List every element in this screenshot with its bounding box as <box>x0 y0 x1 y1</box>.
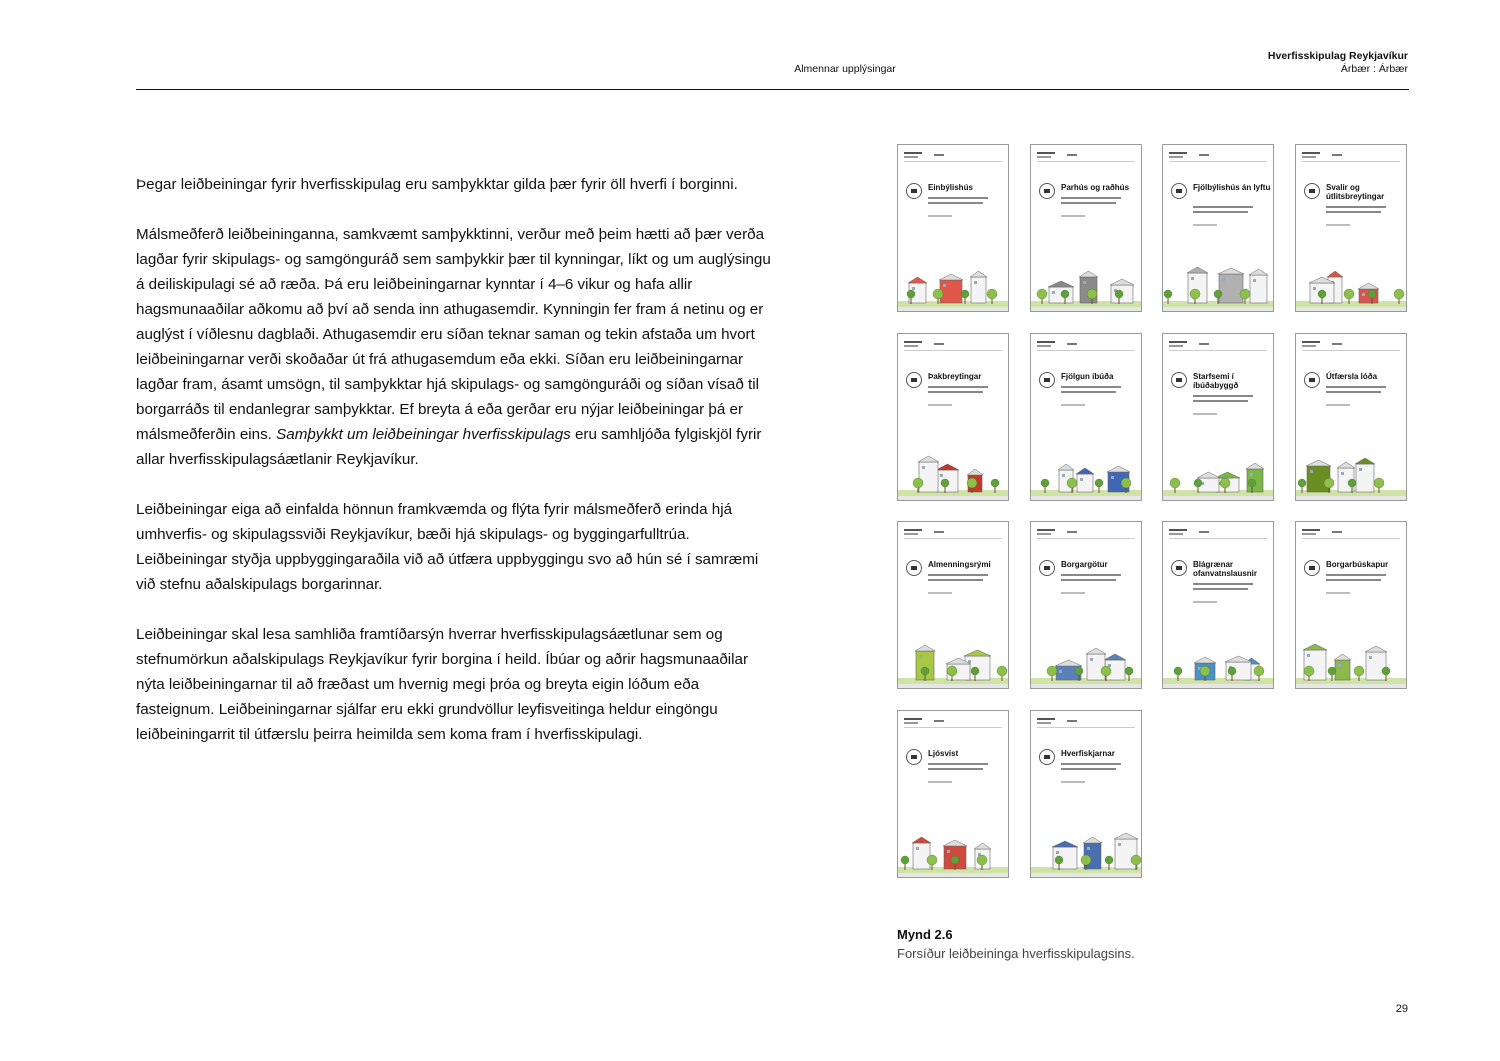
cover-decoration <box>1067 531 1077 533</box>
cover-subtitle-line <box>928 574 988 576</box>
cover-subtitle-line <box>1061 579 1116 581</box>
cover-title: Borgarbúskapur <box>1326 560 1389 569</box>
cover-decoration <box>1302 533 1316 535</box>
reykjavik-logo-icon <box>1171 560 1187 576</box>
cover-illustration <box>898 452 1009 500</box>
reykjavik-logo-icon <box>1039 183 1055 199</box>
cover-decoration <box>904 718 922 720</box>
header-title: Hverfisskipulag Reykjavíkur <box>1267 50 1408 62</box>
cover-subtitle-line <box>928 202 983 204</box>
cover-decoration <box>1302 345 1316 347</box>
cover-subtitle-line <box>1061 574 1121 576</box>
cover-decoration <box>1169 533 1183 535</box>
paragraph-2 <box>136 222 776 472</box>
cover-subtitle-line <box>1061 763 1121 765</box>
cover-subtitle-line <box>928 768 983 770</box>
cover-decoration <box>1332 531 1342 533</box>
cover-subtitle-line <box>1326 211 1381 213</box>
cover-subtitle-line <box>928 386 988 388</box>
figure-label: Mynd 2.6 <box>897 927 953 942</box>
cover-subtitle-line <box>1061 215 1085 217</box>
cover-illustration <box>1163 640 1274 688</box>
cover-illustration <box>1031 452 1142 500</box>
cover-decoration <box>904 345 918 347</box>
cover-subtitle-line <box>928 781 952 783</box>
reykjavik-logo-icon <box>1304 560 1320 576</box>
cover-illustration <box>898 829 1009 877</box>
cover-decoration <box>1169 350 1267 351</box>
reykjavik-logo-icon <box>1171 372 1187 388</box>
guideline-cover <box>897 521 1009 689</box>
reykjavik-logo-icon <box>1039 560 1055 576</box>
reykjavik-logo-icon <box>906 749 922 765</box>
cover-decoration <box>1037 341 1055 343</box>
cover-subtitle-line <box>1061 768 1116 770</box>
guideline-cover <box>1030 710 1142 878</box>
cover-illustration <box>1163 452 1274 500</box>
cover-decoration <box>904 727 1002 728</box>
header-rule <box>136 89 1409 90</box>
reykjavik-logo-icon <box>1039 372 1055 388</box>
cover-subtitle-line <box>1193 400 1248 402</box>
cover-decoration <box>1169 345 1183 347</box>
cover-subtitle-line <box>1061 386 1121 388</box>
paragraph-4: Leiðbeiningar skal lesa samhliða framtíðarsýn hverrar hverfisskipulagsáætlunar sem og stefnumörkun aðalskipulags Reykjavíkur fyrir borgina í heild. Íbúar og aðrir hagsmunaaðilar nýta leiðbeiningarnar til að fræðast um hvernig megi þróa og breyta eigin lóðum eða fasteignum. Leiðbeiningarnar sjálfar eru ekki grundvöllur leyfisveitinga heldur eingöngu leiðbeiningarrit til útfærslu þeirra heimilda sem koma fram í hverfisskipulagi. <box>136 626 749 743</box>
paragraph-2-part-a: Málsmeðferð leiðbeininganna, samkvæmt samþykktinni, verður með þeim hætti að þær verða lagðar fyrir skipulags- og samgönguráð sem samþykkir þær til kynningar, líkt og um auglýsingu á deiliskipulagi sé að ræða. Þá eru leiðbeiningarnar kynntar í 4–6 vikur og hafa allir hagsmunaaðilar aðkomu að því að senda inn athugasemdir. Kynningin fer fram á netinu og er auglýst í víðlesnu dagblaði. Athugasemdir eru síðan teknar saman og tekin afstaða um hvort leiðbeiningarnar verði skoðaðar út frá athugasemdum eða ekki. Síðan eru leiðbeiningarnar lagðar fram, ásamt umsögn, til samþykktar hjá skipulags- og samgönguráði og síðan vísað til borgarráðs til endanlegrar samþykktar. Ef breyta á eða gerðar eru nýjar leiðbeiningar þá er málsmeðferðin eins. <box>136 226 771 443</box>
cover-decoration <box>1302 350 1400 351</box>
cover-title: Blágrænar ofanvatnslausnir <box>1193 560 1258 578</box>
cover-decoration <box>1037 533 1051 535</box>
cover-decoration <box>1332 343 1342 345</box>
cover-subtitle-line <box>1193 588 1248 590</box>
cover-illustration <box>1163 263 1274 311</box>
cover-decoration <box>1169 529 1187 531</box>
cover-title: Ljósvist <box>928 749 959 758</box>
paragraph-2-part-b: eru samhljóða fylgiskjöl fyrir allar hverfisskipulagsáætlanir Reykjavíkur. <box>136 426 762 468</box>
reykjavik-logo-icon <box>1039 749 1055 765</box>
cover-decoration <box>1037 727 1135 728</box>
guideline-cover <box>1295 144 1407 312</box>
cover-decoration <box>904 722 918 724</box>
guideline-cover <box>1162 144 1274 312</box>
cover-subtitle-line <box>1326 206 1386 208</box>
guideline-cover <box>1295 333 1407 501</box>
cover-subtitle-line <box>928 579 983 581</box>
figure-caption: Forsíður leiðbeininga hverfisskipulagsins. <box>897 946 1135 961</box>
cover-decoration <box>1037 152 1055 154</box>
cover-decoration <box>1067 343 1077 345</box>
cover-subtitle-line <box>1326 592 1350 594</box>
cover-subtitle-line <box>1326 386 1386 388</box>
cover-title: Útfærsla lóða <box>1326 372 1378 381</box>
guideline-cover <box>1295 521 1407 689</box>
cover-title: Almenningsrými <box>928 560 991 569</box>
cover-subtitle-line <box>1193 413 1217 415</box>
cover-decoration <box>904 156 918 158</box>
cover-subtitle-line <box>928 592 952 594</box>
reykjavik-logo-icon <box>906 560 922 576</box>
cover-decoration <box>904 161 1002 162</box>
cover-decoration <box>1302 156 1316 158</box>
guideline-cover <box>1162 521 1274 689</box>
cover-subtitle-line <box>1193 224 1217 226</box>
cover-decoration <box>904 350 1002 351</box>
header-doc-title <box>1268 50 1408 76</box>
header-subtitle: Árbær : Árbær <box>1340 63 1408 75</box>
guideline-cover <box>1030 333 1142 501</box>
cover-title: Svalir og útlitsbreytingar <box>1326 183 1385 201</box>
cover-decoration <box>1037 350 1135 351</box>
body-text <box>136 172 776 772</box>
cover-decoration <box>934 531 944 533</box>
cover-decoration <box>1037 529 1055 531</box>
cover-illustration <box>1031 263 1142 311</box>
paragraph-1: Þegar leiðbeiningar fyrir hverfisskipulag eru samþykktar gilda þær fyrir öll hverfi í borginni. <box>136 176 738 193</box>
cover-decoration <box>1037 538 1135 539</box>
cover-title: Fjölbýlishús án lyftu <box>1193 183 1271 192</box>
cover-subtitle-line <box>1326 574 1386 576</box>
cover-subtitle-line <box>928 197 988 199</box>
cover-grid <box>897 144 1409 880</box>
reykjavik-logo-icon <box>906 372 922 388</box>
paragraph-2-italic: Samþykkt um leiðbeiningar hverfisskipulags <box>276 426 571 443</box>
cover-decoration <box>904 341 922 343</box>
reykjavik-logo-icon <box>1304 372 1320 388</box>
cover-decoration <box>1302 529 1320 531</box>
guideline-cover <box>897 710 1009 878</box>
cover-illustration <box>1296 263 1407 311</box>
guideline-cover <box>1030 521 1142 689</box>
cover-subtitle-line <box>1193 211 1248 213</box>
cover-decoration <box>1169 538 1267 539</box>
cover-title: Þakbreytingar <box>928 372 982 381</box>
cover-subtitle-line <box>1061 391 1116 393</box>
cover-decoration <box>1199 154 1209 156</box>
cover-subtitle-line <box>1326 404 1350 406</box>
cover-subtitle-line <box>1061 197 1121 199</box>
cover-decoration <box>1037 722 1051 724</box>
cover-subtitle-line <box>1061 592 1085 594</box>
reykjavik-logo-icon <box>1304 183 1320 199</box>
cover-illustration <box>1031 829 1142 877</box>
cover-subtitle-line <box>1061 781 1085 783</box>
cover-decoration <box>1067 720 1077 722</box>
cover-decoration <box>1037 345 1051 347</box>
cover-title: Borgargötur <box>1061 560 1108 569</box>
cover-subtitle-line <box>1326 224 1350 226</box>
cover-subtitle-line <box>928 763 988 765</box>
cover-decoration <box>904 538 1002 539</box>
cover-decoration <box>1302 341 1320 343</box>
cover-decoration <box>1169 156 1183 158</box>
cover-title: Einbýlishús <box>928 183 973 192</box>
cover-decoration <box>1302 538 1400 539</box>
cover-subtitle-line <box>928 215 952 217</box>
cover-illustration <box>898 640 1009 688</box>
cover-decoration <box>1199 531 1209 533</box>
cover-subtitle-line <box>1061 202 1116 204</box>
cover-subtitle-line <box>1193 206 1253 208</box>
cover-subtitle-line <box>1326 579 1381 581</box>
cover-decoration <box>934 154 944 156</box>
cover-decoration <box>904 533 918 535</box>
header-section: Almennar upplýsingar <box>794 63 896 75</box>
reykjavik-logo-icon <box>1171 183 1187 199</box>
guideline-cover <box>1162 333 1274 501</box>
cover-decoration <box>1169 161 1267 162</box>
guideline-cover <box>897 144 1009 312</box>
cover-illustration <box>1031 640 1142 688</box>
cover-subtitle-line <box>1061 404 1085 406</box>
cover-subtitle-line <box>1193 601 1217 603</box>
cover-decoration <box>1199 343 1209 345</box>
cover-decoration <box>1169 341 1187 343</box>
cover-decoration <box>1067 154 1077 156</box>
cover-decoration <box>1302 161 1400 162</box>
cover-decoration <box>1037 161 1135 162</box>
cover-subtitle-line <box>1193 583 1253 585</box>
cover-decoration <box>904 152 922 154</box>
page-number: 29 <box>1395 1003 1408 1015</box>
cover-decoration <box>1332 154 1342 156</box>
cover-decoration <box>934 720 944 722</box>
cover-title: Fjölgun íbúða <box>1061 372 1114 381</box>
guideline-cover <box>897 333 1009 501</box>
cover-illustration <box>1296 452 1407 500</box>
cover-subtitle-line <box>928 391 983 393</box>
cover-decoration <box>904 529 922 531</box>
cover-title: Parhús og raðhús <box>1061 183 1130 192</box>
cover-illustration <box>1296 640 1407 688</box>
cover-subtitle-line <box>1193 395 1253 397</box>
guideline-cover <box>1030 144 1142 312</box>
reykjavik-logo-icon <box>906 183 922 199</box>
cover-subtitle-line <box>928 404 952 406</box>
cover-illustration <box>898 263 1009 311</box>
cover-decoration <box>1037 718 1055 720</box>
cover-title: Hverfiskjarnar <box>1061 749 1115 758</box>
cover-subtitle-line <box>1326 391 1381 393</box>
cover-decoration <box>934 343 944 345</box>
cover-title: Starfsemi í íbúðabyggð <box>1193 372 1239 390</box>
cover-decoration <box>1302 152 1320 154</box>
paragraph-3: Leiðbeiningar eiga að einfalda hönnun framkvæmda og flýta fyrir málsmeðferð erinda hjá umhverfis- og skipulagssviði Reykjavíkur, bæði hjá skipulags- og byggingarfulltrúa. Leiðbeiningar styðja uppbyggingaraðila við að útfæra uppbyggingu svo að hún sé í samræmi við stefnu aðalskipulags borgarinnar. <box>136 501 759 593</box>
cover-decoration <box>1169 152 1187 154</box>
cover-decoration <box>1037 156 1051 158</box>
